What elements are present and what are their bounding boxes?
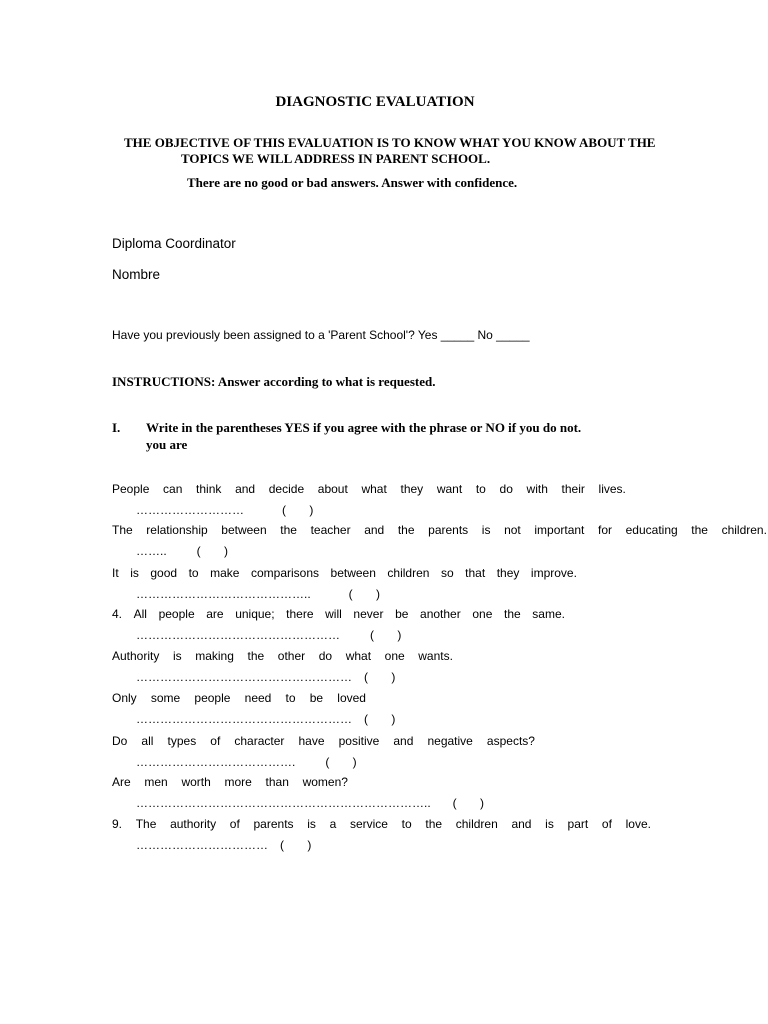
question-word: to (475, 482, 486, 496)
question-word: the (247, 649, 265, 663)
question-word: to (188, 566, 199, 580)
question-word: people (158, 607, 195, 621)
question-statement (112, 817, 651, 831)
question-word: the (280, 523, 297, 537)
question-word: think (196, 482, 222, 496)
question-word: another (420, 607, 461, 621)
question-statement (112, 649, 453, 663)
answer-line[interactable] (136, 587, 380, 601)
section-number: I. (112, 420, 121, 435)
question-word: good (150, 566, 178, 580)
question-word: All (133, 607, 147, 621)
question-word: authority (170, 817, 217, 831)
question-word: negative (427, 734, 473, 748)
answer-parentheses[interactable]: ( ) (348, 587, 381, 601)
question-word: improve. (530, 566, 577, 580)
question-word: for (598, 523, 613, 537)
question-word: It (112, 566, 119, 580)
question-word: People (112, 482, 150, 496)
answer-parentheses[interactable]: ( ) (364, 670, 396, 684)
objective-line-1: THE OBJECTIVE OF THIS EVALUATION IS TO KNOW WHAT YOU KNOW ABOUT THE (124, 135, 656, 150)
question-word: is (481, 523, 491, 537)
question-word: The (135, 817, 157, 831)
question-statement (112, 607, 565, 621)
question-word: of (229, 817, 240, 831)
question-word: part (567, 817, 589, 831)
question-word: types (167, 734, 197, 748)
question-word: Do (112, 734, 128, 748)
question-word: do (499, 482, 513, 496)
answer-line[interactable] (136, 755, 357, 769)
question-word: men (144, 775, 168, 789)
answer-line[interactable] (136, 503, 313, 517)
answer-line[interactable] (136, 544, 228, 558)
question-word: teacher (310, 523, 351, 537)
answer-parentheses[interactable]: ( ) (452, 796, 485, 810)
question-word: Authority (112, 649, 160, 663)
question-word: what (345, 649, 372, 663)
question-word: with (526, 482, 548, 496)
question-word: worth (181, 775, 211, 789)
question-word: The (112, 523, 133, 537)
question-statement (112, 482, 626, 496)
question-word: want (436, 482, 463, 496)
question-word: love. (625, 817, 651, 831)
answer-dots[interactable]: …………………………………….. (136, 587, 311, 601)
question-word: decide (268, 482, 305, 496)
question-word: making (195, 649, 234, 663)
question-word: not (504, 523, 521, 537)
question-word: that (465, 566, 486, 580)
question-word: children (387, 566, 430, 580)
question-word: than (265, 775, 289, 789)
question-word: their (561, 482, 585, 496)
answer-line[interactable] (136, 796, 484, 810)
question-word: more (224, 775, 252, 789)
question-word: so (440, 566, 454, 580)
question-word: loved (337, 691, 366, 705)
question-word: to (401, 817, 412, 831)
section-instructions-line-1: Write in the parentheses YES if you agree with the phrase or NO if you do not. (146, 420, 582, 435)
answer-dots[interactable]: ……………………… (136, 503, 244, 517)
answer-line[interactable] (136, 628, 401, 642)
question-word: same. (532, 607, 565, 621)
question-word: they (496, 566, 520, 580)
question-word: and (364, 523, 385, 537)
answer-parentheses[interactable]: ( ) (280, 838, 312, 852)
question-word: and (511, 817, 532, 831)
question-statement (112, 523, 767, 537)
question-word: parents (428, 523, 469, 537)
question-word: some (150, 691, 181, 705)
answer-dots[interactable]: …………………………… (136, 838, 268, 852)
question-word: never (353, 607, 384, 621)
question-word: the (425, 817, 443, 831)
question-statement (112, 775, 348, 789)
question-word: and (235, 482, 256, 496)
question-word: comparisons (250, 566, 320, 580)
question-word: service (349, 817, 388, 831)
question-word: and (393, 734, 414, 748)
question-word: all (141, 734, 154, 748)
answer-parentheses[interactable]: ( ) (364, 712, 396, 726)
question-word: character (234, 734, 285, 748)
question-word: between (330, 566, 376, 580)
question-word: educating (625, 523, 678, 537)
answer-parentheses[interactable]: ( ) (282, 503, 314, 517)
answer-dots[interactable]: …………………………………. (136, 755, 296, 769)
question-word: do (318, 649, 333, 663)
question-word: women? (302, 775, 348, 789)
question-word: 9. (112, 817, 123, 831)
question-word: positive (338, 734, 380, 748)
question-word: children (455, 817, 498, 831)
question-word: one (384, 649, 405, 663)
question-word: a (329, 817, 337, 831)
answer-dots[interactable]: ……………………………………………… (136, 712, 352, 726)
question-word: be (309, 691, 324, 705)
answer-parentheses[interactable]: ( ) (370, 628, 402, 642)
question-word: other (277, 649, 306, 663)
name-label: Nombre (112, 267, 161, 282)
question-word: the (691, 523, 708, 537)
question-word: need (244, 691, 272, 705)
answer-dots[interactable]: …………………………………………… (136, 628, 340, 642)
question-word: aspects? (486, 734, 535, 748)
question-word: Are (112, 775, 131, 789)
question-word: have (298, 734, 325, 748)
document-title: DIAGNOSTIC EVALUATION (275, 94, 475, 110)
question-word: children. (721, 523, 767, 537)
question-word: of (601, 817, 612, 831)
question-word: unique; (235, 607, 275, 621)
answer-parentheses[interactable]: ( ) (196, 544, 229, 558)
question-word: make (210, 566, 240, 580)
answer-dots[interactable]: …….. (136, 544, 167, 558)
answer-line[interactable] (136, 838, 311, 852)
question-word: they (400, 482, 424, 496)
instructions: INSTRUCTIONS: Answer according to what is requested. (112, 374, 436, 389)
question-word: are (206, 607, 224, 621)
question-word: the (503, 607, 521, 621)
question-word: is (545, 817, 554, 831)
question-word: to (285, 691, 296, 705)
answer-dots[interactable]: ……………………………………………… (136, 670, 352, 684)
question-word: parents (253, 817, 294, 831)
question-word: is (307, 817, 316, 831)
objective-line-2: TOPICS WE WILL ADDRESS IN PARENT SCHOOL. (181, 151, 491, 166)
question-word: can (163, 482, 183, 496)
question-word: be (395, 607, 409, 621)
answer-note: There are no good or bad answers. Answer with confidence. (187, 175, 518, 190)
section-instructions-line-2: you are (146, 437, 188, 452)
question-word: what (361, 482, 387, 496)
previous-school-question: Have you previously been assigned to a 'Parent School'? Yes _____ No _____ (112, 328, 530, 342)
question-word: relationship (146, 523, 208, 537)
question-statement (112, 691, 366, 705)
question-word: the (397, 523, 415, 537)
question-word: will (325, 607, 342, 621)
question-word: between (221, 523, 267, 537)
question-word: important (534, 523, 585, 537)
question-word: people (194, 691, 231, 705)
question-statement (112, 734, 535, 748)
answer-dots[interactable]: ……………………………………………………………….. (136, 796, 431, 810)
question-word: there (286, 607, 314, 621)
answer-line[interactable] (136, 712, 395, 726)
question-statement (112, 566, 577, 580)
answer-parentheses[interactable]: ( ) (325, 755, 357, 769)
question-word: lives. (598, 482, 626, 496)
question-word: is (130, 566, 139, 580)
question-word: of (210, 734, 221, 748)
answer-line[interactable] (136, 670, 395, 684)
question-word: Only (112, 691, 137, 705)
question-word: about (317, 482, 348, 496)
question-word: is (172, 649, 182, 663)
question-word: wants. (418, 649, 453, 663)
question-word: one (472, 607, 493, 621)
coordinator-label: Diploma Coordinator (112, 236, 236, 251)
question-word: 4. (112, 607, 123, 621)
